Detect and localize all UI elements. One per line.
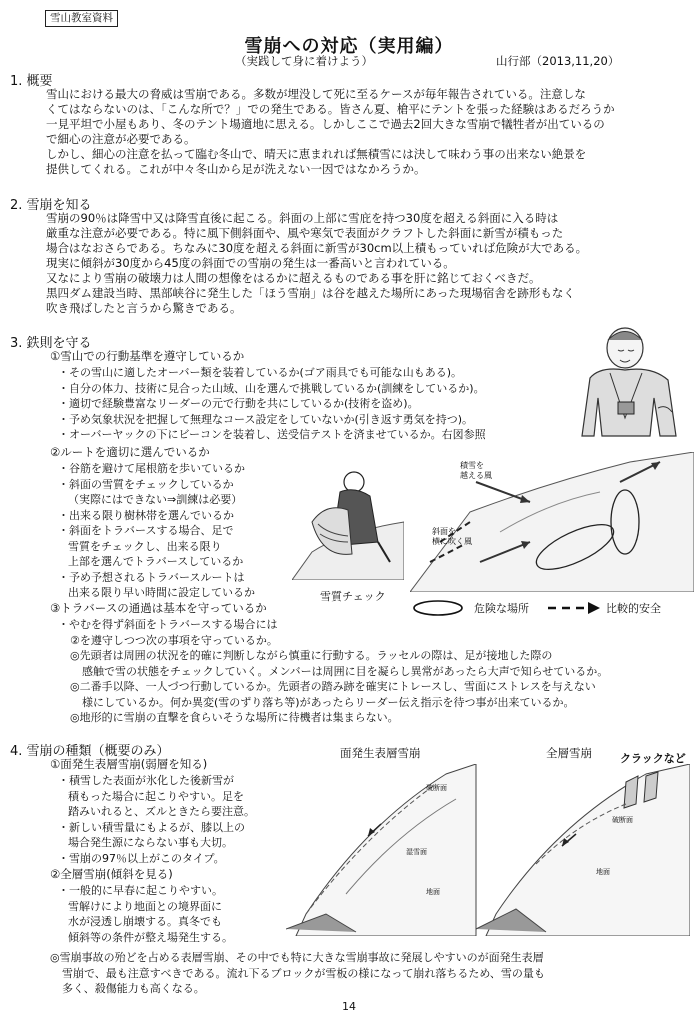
- rule-2-title: ②ルートを適切に選んでいるか: [50, 445, 210, 459]
- list-item: 上部を選んでトラバースしているか: [68, 555, 244, 568]
- page-title: 雪崩への対応（実用編）: [244, 36, 454, 57]
- section-2-body: [46, 211, 587, 316]
- rule-1-list: [58, 365, 486, 443]
- surface-avalanche-figure: [286, 764, 476, 936]
- fig-label: 越える風: [460, 471, 492, 480]
- paragraph-line: 場合はなおさらである。ちなみに30度を超える斜面に新雪が30cm以上積もっていれば危険が大である。: [46, 241, 588, 255]
- paragraph-line: 雪山における最大の脅威は雪崩である。多数が埋没して死に至るケースが毎年報告されている。注意しな: [46, 87, 586, 101]
- type-2-title: ②全層雪崩(傾斜を見る): [50, 867, 173, 881]
- list-item: （実際にはできない⇒訓練は必要）: [68, 493, 243, 506]
- fig-label: 積雪を: [460, 461, 484, 470]
- rule-2-list: [58, 461, 255, 601]
- type-2-list: [58, 883, 233, 945]
- paragraph-line: 現実に傾斜が30度から45度の斜面での雪崩の発生は一番高いと言われている。: [46, 256, 455, 270]
- paragraph-line: 提供してくれる。これが中々冬山から足が洗えない一因ではなかろうか。: [46, 162, 426, 176]
- paragraph-line: 吹き飛ばしたと言うから驚きである。: [46, 301, 242, 315]
- rule-3-list: [58, 617, 608, 726]
- section-1-heading: 1. 概要: [10, 74, 53, 89]
- page-subtitle: （実践して身に着けよう）: [235, 54, 373, 68]
- fig-small-label: 地面: [596, 868, 610, 876]
- snow-check-illustration: [292, 462, 404, 580]
- paragraph-line: 多く、殺傷能力も高くなる。: [62, 982, 205, 995]
- type-1-title: ①面発生表層雪崩(弱層を知る): [50, 757, 208, 771]
- fig-small-label: 地面: [426, 888, 440, 896]
- document-tag: 雪山教室資料: [45, 10, 118, 27]
- list-item: ・斜面の雪質をチェックしているか: [58, 477, 234, 491]
- fig-small-label: 破断面: [426, 784, 447, 792]
- list-item: ・雪崩の97％以上がこのタイプ。: [58, 851, 225, 865]
- list-item: ・斜面をトラバースする場合、足で: [58, 524, 234, 537]
- list-item: ・予め予想されるトラバースルートは: [58, 570, 245, 584]
- list-item: 感触で雪の状態をチェックしていく。メンバーは周囲に目を凝らし異常があったら大声で知らせているか。: [82, 664, 609, 678]
- list-item: ・やむを得ず斜面をトラバースする場合には: [58, 618, 278, 631]
- fig-title-cracks: クラックなど: [620, 752, 686, 765]
- list-item: 水が浸透し崩壊する。真冬でも: [68, 915, 222, 928]
- paragraph-line: ◎雪崩事故の殆どを占める表層雪崩、その中でも特に大きな雪崩事故に発展しやすいのが面発生表層: [50, 951, 544, 964]
- list-item: 雪解けにより地面との境界面に: [68, 899, 222, 913]
- list-item: 場合発生源にならない事も大切。: [68, 836, 233, 849]
- paragraph-line: 一見平坦で小屋もあり、冬のテント場適地に思える。しかしここで過去2回大きな雪崩で犠牲者が出ているの: [46, 117, 605, 131]
- safe-route-legend-icon: [546, 598, 602, 618]
- fig-label: 横に吹く風: [432, 537, 472, 546]
- list-item: ・出来る限り樹林帯を選んでいるか: [58, 508, 234, 522]
- list-item: 様にしているか。何か異変(雪のずり落ち等)があったらリーダー伝え指示を待つ事が出来ているか。: [82, 695, 575, 709]
- wind-slope-diagram: [410, 452, 694, 592]
- author-date: 山行部（2013,11,20）: [496, 54, 620, 68]
- beacon-wearer-illustration: [580, 318, 690, 440]
- list-item: ・その雪山に適したオーバー類を装着しているか(ゴア雨具でも可能な山もある)。: [58, 366, 463, 379]
- list-item: ・一般的に早春に起こりやすい。: [58, 884, 223, 897]
- list-item: ・谷筋を避けて尾根筋を歩いているか: [58, 462, 245, 475]
- section-2-heading: 2. 雪崩を知る: [10, 198, 92, 213]
- section-3-heading: 3. 鉄則を守る: [10, 336, 92, 351]
- fig-title-surface: 面発生表層雪崩: [340, 746, 421, 760]
- legend-danger-label: 危険な場所: [474, 602, 529, 615]
- list-item: ②を遵守しつつ次の事項を守っているか。: [70, 633, 278, 647]
- paragraph-line: くてはならないのは、「こんな所で？」での発生である。皆さん夏、槍平にテントを張った経験はあるだろうか: [46, 102, 615, 116]
- danger-zone-legend-icon: [410, 598, 470, 618]
- avalanche-types-diagram: [286, 764, 690, 936]
- fig-small-label: 湿雪面: [406, 848, 427, 856]
- legend-safe-label: 比較的安全: [606, 602, 661, 615]
- list-item: ・オーバーヤックの下にビーコンを装着し、送受信テストを済ませているか。右図参照: [58, 428, 486, 441]
- list-item: 積もった場合に起こりやすい。足を: [68, 789, 244, 803]
- paragraph-line: しかし、細心の注意を払って臨む冬山で、晴天に恵まれれば無積雪には決して味わう事の出来ない絶景を: [46, 147, 587, 161]
- list-item: ◎先頭者は周囲の状況を的確に判断しながら慎重に行動する。ラッセルの際は、足が接地した際の: [70, 649, 553, 662]
- paragraph-line: 厳重な注意が必要である。特に風下側斜面や、風や寒気で表面がクラフトした斜面に新雪が積もった: [46, 226, 564, 240]
- fig-label: 斜面を: [432, 527, 456, 536]
- list-item: ・新しい積雪量にもよるが、膝以上の: [58, 820, 245, 834]
- paragraph-line: 雪崩の90％は降雪中又は降雪直後に起こる。斜面の上部に雪庇を持つ30度を超える斜面に入る時は: [46, 211, 559, 225]
- full-depth-avalanche-figure: [476, 764, 690, 936]
- list-item: 踏みいれると、ズルときたら要注意。: [68, 805, 255, 818]
- paragraph-line: で細心の注意が必要である。: [46, 132, 196, 146]
- list-item: ◎二番手以降、一人づつ行動しているか。先頭者の踏み跡を確実にトレースし、雪面にストレスを与えない: [70, 680, 596, 693]
- paragraph-line: 雪崩で、最も注意すべきである。流れ下るブロックが雪板の様になって崩れ落ちるため、雪の量も: [62, 966, 545, 980]
- list-item: ・自分の体力、技術に見合った山域、山を選んで挑戦しているか(訓練をしているか)。: [58, 381, 485, 395]
- list-item: ・予め気象状況を把握して無理なコース設定をしていないか(引き返す勇気を持つ)。: [58, 412, 474, 426]
- page-number: 14: [342, 1000, 356, 1013]
- rule-1-title: ①雪山での行動基準を遵守しているか: [50, 349, 245, 363]
- fig-title-full-depth: 全層雪崩: [546, 746, 592, 760]
- list-item: ・積雪した表面が氷化した後新雪が: [58, 774, 234, 787]
- type-1-list: [58, 773, 255, 866]
- closing-paragraph: [50, 950, 545, 997]
- list-item: ◎地形的に雪崩の直撃を食らいそうな場所に待機者は集まらない。: [70, 711, 399, 724]
- snow-check-caption: 雪質チェック: [320, 590, 386, 603]
- fig-small-label: 破断面: [612, 816, 633, 824]
- list-item: ・適切で経験豊富なリーダーの元で行動を共にしているか(技術を盗め)。: [58, 397, 419, 410]
- list-item: 雪質をチェックし、出来る限り: [68, 539, 222, 553]
- list-item: 出来る限り早い時間に設定しているか: [68, 586, 255, 599]
- section-4-heading: 4. 雪崩の種類（概要のみ）: [10, 744, 170, 759]
- section-1-body: [46, 87, 615, 177]
- rule-3-title: ③トラバースの通過は基本を守っているか: [50, 601, 267, 615]
- paragraph-line: 黒四ダム建設当時、黒部峡谷に発生した「ほう雪崩」は谷を越えた場所にあった現場宿舎を跡形もなく: [46, 286, 575, 300]
- list-item: 傾斜等の条件が整え場発生する。: [68, 930, 233, 944]
- paragraph-line: 又なにより雪崩の破壊力は人間の想像をはるかに超えるものである事を肝に銘じておくべきだ。: [46, 271, 541, 285]
